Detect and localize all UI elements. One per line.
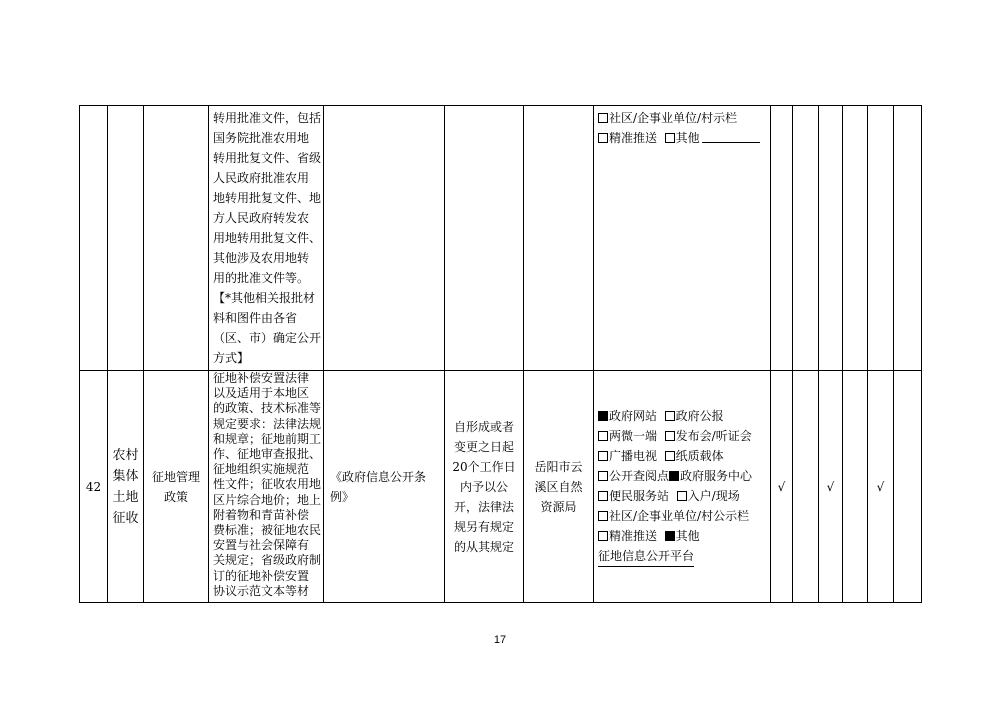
content-line: 作、征地审查报批、 — [213, 447, 322, 462]
cell-index: 42 — [80, 371, 108, 603]
cell-tick — [771, 106, 793, 371]
cell-tick: √ — [771, 371, 793, 603]
channel-label: 广播电视 — [609, 449, 658, 463]
channel-line — [598, 406, 766, 426]
cell-basis: 《政府信息公开条例》 — [324, 371, 445, 603]
cell-subcategory: 征地管理政策 — [144, 371, 209, 603]
cell-tick — [894, 371, 922, 603]
content-line: 性文件；征收农用地 — [213, 477, 322, 492]
checkbox-two-platforms[interactable] — [598, 431, 608, 441]
channel-label: 入户/现场 — [687, 489, 740, 503]
cell-subcategory — [144, 106, 209, 371]
blank-line — [702, 142, 760, 143]
content-line: 附着物和青苗补偿 — [213, 507, 310, 522]
content-line: 规定要求：法律法规 — [213, 416, 322, 431]
channel-line — [598, 446, 766, 466]
table-row-42 — [80, 371, 922, 603]
page-number: 17 — [493, 634, 507, 646]
cell-time-limit: 自形成或者变更之日起20个工作日内予以公开，法律法规另有规定的从其规定 — [445, 371, 524, 603]
checkbox-convenience[interactable] — [598, 491, 608, 501]
checkbox-door-to-door[interactable] — [677, 491, 687, 501]
checkbox-reading-room[interactable] — [598, 471, 608, 481]
content-line: 国务院批准农用地 — [213, 131, 310, 145]
content-line: 协议示范文本等材 — [213, 583, 310, 598]
cell-agency — [524, 106, 594, 371]
cell-agency: 岳阳市云溪区自然资源局 — [524, 371, 594, 603]
channel-label: 政府服务中心 — [680, 469, 753, 483]
channel-label: 社区/企事业单位/村公示栏 — [609, 509, 750, 523]
cell-tick — [843, 371, 868, 603]
channel-label: 两微一端 — [609, 429, 658, 443]
channel-label: 其他 — [675, 529, 700, 543]
cell-channels — [594, 371, 771, 603]
channel-line — [598, 546, 766, 567]
checkbox-gov-site[interactable] — [598, 411, 608, 421]
cell-category — [108, 106, 144, 371]
channel-line — [598, 486, 766, 506]
channel-label: 便民服务站 — [609, 489, 670, 503]
content-line: 方式】 — [213, 351, 250, 365]
content-line: 征地补偿安置法律 — [213, 371, 310, 385]
checkbox-precise[interactable] — [598, 531, 608, 541]
checkbox-precise[interactable] — [598, 133, 608, 143]
channel-label: 精准推送 — [609, 131, 658, 145]
content-line: 用的批准文件等。 — [213, 271, 310, 285]
channel-line — [598, 466, 766, 486]
content-line: 【*其他相关报批材 — [213, 291, 316, 305]
checkbox-service-center[interactable] — [669, 471, 679, 481]
channel-line — [598, 128, 766, 148]
content-line: 费标准；被征地农民 — [213, 523, 322, 538]
channel-line — [598, 506, 766, 526]
checkbox-other[interactable] — [665, 133, 675, 143]
cell-basis — [324, 106, 445, 371]
cell-tick — [819, 106, 843, 371]
cell-tick — [868, 106, 894, 371]
content-line: 关规定；省级政府制 — [213, 553, 322, 568]
content-line: 以及适用于本地区 — [213, 386, 310, 401]
cell-time-limit — [445, 106, 524, 371]
content-line: 和规章；征地前期工 — [213, 431, 322, 446]
content-line: 订的征地补偿安置 — [213, 568, 310, 583]
channel-label: 社区/企事业单位/村示栏 — [609, 111, 738, 125]
checkbox-paper[interactable] — [665, 451, 675, 461]
other-channel-value: 征地信息公开平台 — [598, 546, 694, 567]
content-line: 区片综合地价；地上 — [213, 492, 322, 507]
cell-tick — [894, 106, 922, 371]
content-line: 料和图件由各省 — [213, 311, 298, 325]
cell-tick: √ — [868, 371, 894, 603]
channel-line — [598, 526, 766, 546]
cell-tick — [793, 106, 819, 371]
content-line: 用地转用批复文件、 — [213, 231, 322, 245]
content-line: 征地组织实施规范 — [213, 462, 310, 477]
checkbox-broadcast[interactable] — [598, 451, 608, 461]
checkbox-other[interactable] — [665, 531, 675, 541]
cell-tick — [843, 106, 868, 371]
content-line: 方人民政府转发农 — [213, 211, 310, 225]
cell-tick: √ — [819, 371, 843, 603]
cell-channels — [594, 106, 771, 371]
content-line: （区、市）确定公开 — [213, 331, 322, 345]
channel-line — [598, 426, 766, 446]
cell-tick — [793, 371, 819, 603]
cell-content — [209, 106, 324, 371]
cell-index — [80, 106, 108, 371]
channel-line — [598, 108, 766, 128]
checkbox-press[interactable] — [665, 431, 675, 441]
content-line: 的政策、技术标准等 — [213, 401, 322, 416]
channel-label: 公开查阅点 — [609, 469, 670, 483]
checkbox-community[interactable] — [598, 511, 608, 521]
content-line: 转用批准文件，包括 — [213, 111, 322, 125]
channel-label: 发布会/听证会 — [675, 429, 752, 443]
content-line: 转用批复文件、省级 — [213, 151, 322, 165]
channel-label: 纸质载体 — [675, 449, 724, 463]
checkbox-gov-gazette[interactable] — [665, 411, 675, 421]
channel-label: 政府公报 — [675, 409, 724, 423]
channel-label: 政府网站 — [609, 409, 658, 423]
table-row-continued — [80, 106, 922, 371]
checkbox-community[interactable] — [598, 113, 608, 123]
channel-label: 精准推送 — [609, 529, 658, 543]
content-line: 其他涉及农用地转 — [213, 251, 310, 265]
cell-category: 农村集体土地征收 — [108, 371, 144, 603]
channel-label: 其他 — [675, 131, 700, 145]
content-line: 人民政府批准农用 — [213, 171, 310, 185]
cell-content — [209, 371, 324, 603]
disclosure-table — [79, 105, 922, 603]
content-line: 地转用批复文件、地 — [213, 191, 322, 205]
content-line: 安置与社会保障有 — [213, 538, 310, 553]
